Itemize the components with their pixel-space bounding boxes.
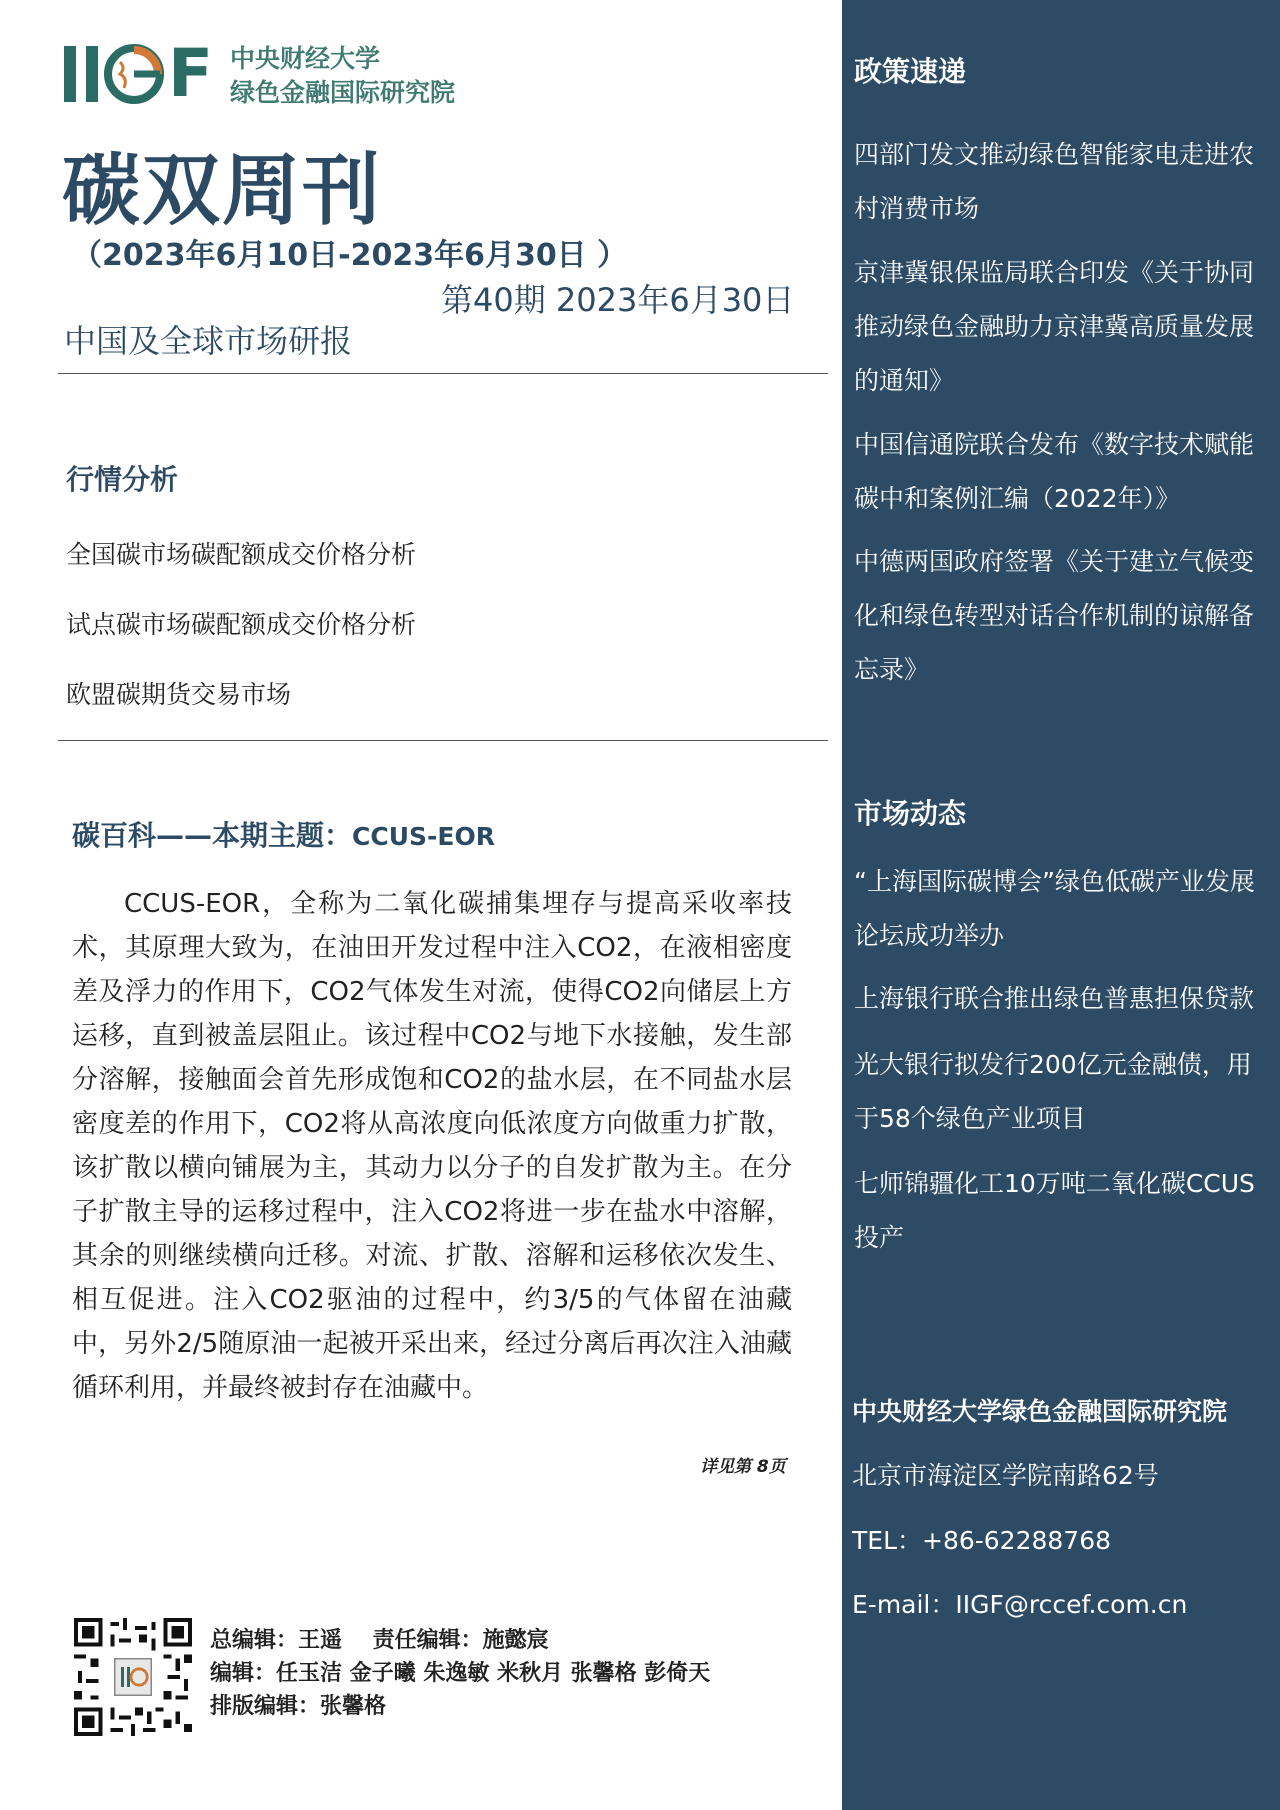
market-news-item[interactable]: 光大银行拟发行200亿元金融债，用于58个绿色产业项目	[854, 1050, 1252, 1133]
market-news-item[interactable]: 七师锦疆化工10万吨二氧化碳CCUS投产	[854, 1169, 1255, 1252]
policy-item[interactable]: 中国信通院联合发布《数字技术赋能碳中和案例汇编（2022年）》	[854, 430, 1255, 513]
divider	[58, 740, 828, 741]
org-email[interactable]: E-mail：IIGF@rccef.com.cn	[852, 1590, 1188, 1619]
policy-item[interactable]: 中德两国政府签署《关于建立气候变化和绿色转型对话合作机制的谅解备忘录》	[854, 547, 1255, 684]
policy-item[interactable]: 京津冀银保监局联合印发《关于协同推动绿色金融助力京津冀高质量发展的通知》	[854, 258, 1255, 395]
market-analysis-heading: 行情分析	[66, 463, 179, 496]
market-analysis-item[interactable]: 试点碳市场碳配额成交价格分析	[66, 610, 417, 639]
encyclopedia-body: CCUS-EOR，全称为二氧化碳捕集埋存与提高采收率技术，其原理大致为，在油田开发过程中注入CO2，在液相密度差及浮力的作用下，CO2气体发生对流，使得CO2向储层上方运移，直到被盖层阻止。该过程中CO2与地下水接触，发生部分溶解，接触面会首先形成饱和CO2的盐水层，在不同盐水层密度差的作用下，CO2将从高浓度向低浓度方向做重力扩散，该扩散以横向铺展为主，其动力以分子的自发扩散为主。在分子扩散主导的运移过程中，注入CO2将进一步在盐水中溶解，其余的则继续横向迁移。对流、扩散、溶解和运移依次发生、相互促进。注入CO2驱油的过程中，约3/5的气体留在油藏中，另外2/5随原油一起被开采出来，经过分离后再次注入油藏循环利用，并最终被封存在油藏中。	[72, 889, 792, 1403]
qr-code-icon	[74, 1618, 192, 1736]
issue-number: 第40期 2023年6月30日	[441, 281, 795, 319]
logo-line-1: 中央财经大学	[230, 44, 381, 73]
publication-title: 碳双周刊	[62, 146, 383, 236]
logo-bar	[64, 46, 76, 102]
org-address: 北京市海淀区学院南路62号	[852, 1461, 1159, 1490]
encyclopedia-topic: CCUS-EOR	[352, 822, 495, 851]
credits-line: 总编辑：王遥 责任编辑：施懿宸	[210, 1628, 549, 1653]
iigf-logo	[64, 35, 212, 112]
market-analysis-item[interactable]: 欧盟碳期货交易市场	[66, 680, 292, 709]
logo-line-2: 绿色金融国际研究院	[230, 78, 456, 107]
market-news-item[interactable]: “上海国际碳博会”绿色低碳产业发展论坛成功举办	[854, 867, 1255, 950]
market-news-item[interactable]: 上海银行联合推出绿色普惠担保贷款	[854, 984, 1255, 1013]
policy-item[interactable]: 四部门发文推动绿色智能家电走进农村消费市场	[854, 140, 1255, 223]
market-analysis-item[interactable]: 全国碳市场碳配额成交价格分析	[66, 540, 417, 569]
logo-bar	[86, 46, 98, 102]
see-more-link[interactable]: 详见第 8页	[700, 1457, 786, 1477]
sidebar	[842, 0, 1280, 1810]
org-phone: TEL：+86-62288768	[852, 1526, 1112, 1555]
logo-institution-name	[230, 42, 455, 110]
divider	[58, 373, 828, 374]
market-news-heading: 市场动态	[854, 797, 967, 830]
credits-line: 排版编辑：张馨格	[210, 1694, 387, 1719]
policy-heading: 政策速递	[854, 55, 967, 88]
date-range: （2023年6月10日-2023年6月30日 ）	[72, 238, 628, 273]
credits-line: 编辑：任玉洁 金子曦 朱逸敏 米秋月 张馨格 彭倚天	[210, 1661, 711, 1686]
logo-letter-f: F	[168, 35, 212, 112]
org-name: 中央财经大学绿色金融国际研究院	[852, 1397, 1228, 1426]
encyclopedia-heading-label: 碳百科——本期主题：	[72, 819, 353, 852]
editorial-credits	[210, 1624, 710, 1723]
publication-subtitle: 中国及全球市场研报	[64, 322, 353, 360]
encyclopedia-heading	[72, 814, 495, 854]
globe-g-icon	[104, 44, 164, 104]
